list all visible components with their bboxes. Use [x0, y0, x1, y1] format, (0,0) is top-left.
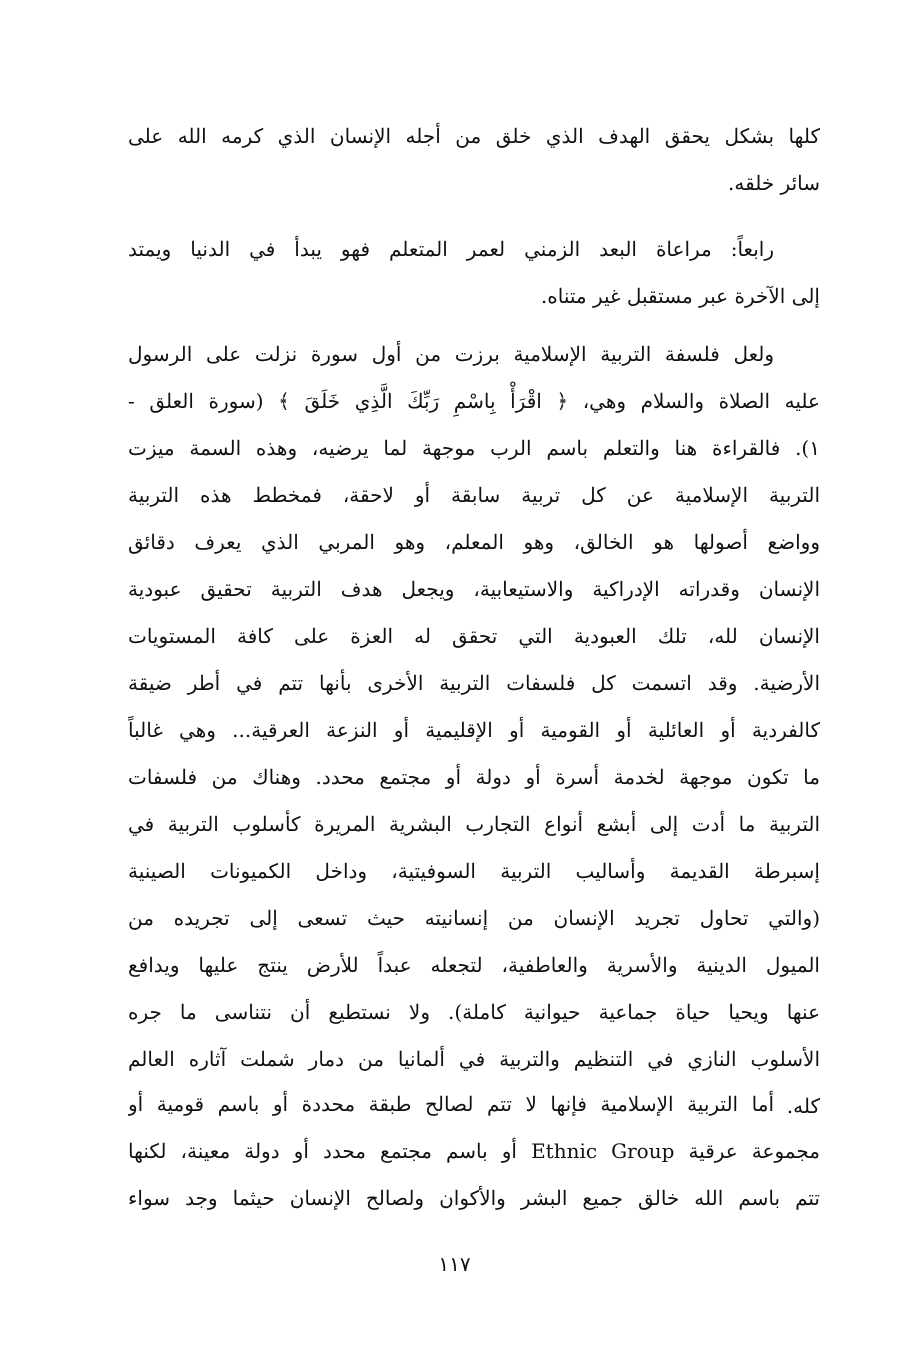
- paragraph-4: [128, 1081, 820, 1222]
- text-line: ولعل فلسفة التربية الإسلامية برزت من أول سورة نزلت على الرسول: [128, 342, 774, 366]
- text-line: كله.: [786, 1094, 820, 1118]
- text-line: عليه الصلاة والسلام وهي، ﴿ اقْرَأْ بِاسْمِ رَبِّكَ الَّذِي خَلَقَ ﴾ (سورة العلق -: [128, 389, 820, 413]
- text-line: أما التربية الإسلامية فإنها لا تتم لصالح طبقة محددة أو باسم قومية أو: [128, 1092, 774, 1116]
- text-line: التربية الإسلامية عن كل تربية سابقة أو لاحقة، فمخطط هذه التربية: [128, 483, 820, 507]
- text-line: كالفردية أو العائلية أو القومية أو الإقليمية أو النزعة العرقية... وهي غالباً: [128, 718, 820, 742]
- text-line: إسبرطة القديمة وأساليب التربية السوفيتية، وداخل الكميونات الصينية: [128, 859, 820, 883]
- text-line: كلها بشكل يحقق الهدف الذي خلق من أجله الإنسان الذي كرمه الله على: [128, 124, 820, 148]
- text-line: مجموعة عرقية Ethnic Group أو باسم مجتمع محدد أو دولة معينة، لكنها: [128, 1139, 820, 1163]
- text-line: التربية ما أدت إلى أبشع أنواع التجارب البشرية المريرة كأسلوب التربية في: [128, 812, 820, 836]
- text-line: وواضع أصولها هو الخالق، وهو المعلم، وهو المربي الذي يعرف دقائق: [128, 530, 820, 554]
- paragraph-1: [128, 113, 820, 207]
- text-line: تتم باسم الله خالق جميع البشر والأكوان ولصالح الإنسان حيثما وجد سواء: [128, 1186, 820, 1210]
- text-line: (والتي تحاول تجريد الإنسان من إنسانيته حيث تسعى إلى تجريده من: [128, 906, 820, 930]
- text-line: ما تكون موجهة لخدمة أسرة أو دولة أو مجتمع محدد. وهناك من فلسفات: [128, 765, 820, 789]
- page-number: ١١٧: [438, 1252, 471, 1276]
- text-line: رابعاً: مراعاة البعد الزمني لعمر المتعلم فهو يبدأ في الدنيا ويمتد: [128, 237, 774, 261]
- text-line: الأسلوب النازي في التنظيم والتربية في ألمانيا من دمار شملت آثاره العالم: [128, 1047, 820, 1071]
- text-line: الإنسان لله، تلك العبودية التي تحقق له العزة على كافة المستويات: [128, 624, 820, 648]
- text-line: سائر خلقه.: [728, 171, 820, 195]
- text-line: ١). فالقراءة هنا والتعلم باسم الرب موجهة لما يرضيه، وهذه السمة ميزت: [128, 436, 820, 460]
- text-line: إلى الآخرة عبر مستقبل غير متناه.: [540, 284, 820, 308]
- text-line: الميول الدينية والأسرية والعاطفية، لتجعله عبداً للأرض ينتج عليها ويدافع: [128, 953, 820, 977]
- text-line: الإنسان وقدراته الإدراكية والاستيعابية، ويجعل هدف التربية تحقيق عبودية: [128, 577, 820, 601]
- paragraph-3: [128, 331, 820, 1130]
- paragraph-2: [128, 226, 820, 320]
- text-line: عنها ويحيا حياة جماعية حيوانية كاملة). ولا نستطيع أن نتناسى ما جره: [128, 1000, 820, 1024]
- text-line: الأرضية. وقد اتسمت كل فلسفات التربية الأخرى بأنها تتم في أطر ضيقة: [128, 671, 820, 695]
